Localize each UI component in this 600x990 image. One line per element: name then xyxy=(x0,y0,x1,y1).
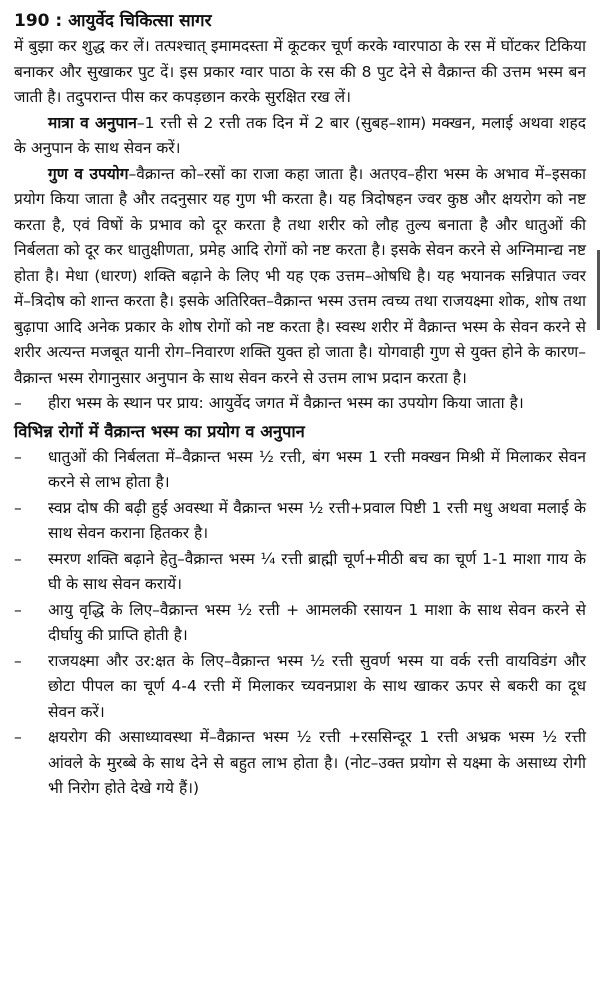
dash-marker: – xyxy=(14,498,22,517)
intro-paragraph: में बुझा कर शुद्ध कर लें। तत्पश्चात् इमामदस्ता में कूटकर चूर्ण करके ग्वारपाठा के रस में घोंटकर टिकिया बनाकर और सुखाकर पुट दें। इस प्रकार ग्वार पाठा के रस की 8 पुट देने से वैक्रान्त की उत्तम भस्म बन जाती है। तदुपरान्त पीस कर कपड़छान करके सुरक्षित रख लें। xyxy=(14,37,586,106)
list-item xyxy=(14,725,586,802)
dose-text: –1 रत्ती से 2 रत्ती तक दिन में 2 बार (सुबह–शाम) मक्खन, मलाई अथवा शहद के अनुपान के साथ सेवन करें। xyxy=(14,113,586,157)
list-item-text: स्वप्न दोष की बढ़ी हुई अवस्था में वैक्रान्त भस्म ½ रत्ती+प्रवाल पिष्टी 1 रत्ती मधु अथवा मलाई के साथ सेवन कराना हितकर है। xyxy=(48,498,586,542)
list-item xyxy=(14,649,586,726)
list-item xyxy=(14,496,586,547)
dash-marker: – xyxy=(14,394,22,412)
note-item xyxy=(14,391,586,417)
note-text: हीरा भस्म के स्थान पर प्राय: आयुर्वेद जगत में वैक्रान्त भस्म का उपयोग किया जाता है। xyxy=(48,394,524,412)
book-title: आयुर्वेद चिकित्सा सागर xyxy=(68,11,212,31)
dose-paragraph xyxy=(14,111,586,162)
dash-marker: – xyxy=(14,600,22,619)
page-number: 190 xyxy=(14,11,50,31)
dash-marker: – xyxy=(14,447,22,466)
dose-label: मात्रा व अनुपान xyxy=(48,113,137,132)
list-item xyxy=(14,598,586,649)
list-item-text: क्षयरोग की असाध्यावस्था में–वैक्रान्त भस्म ½ रत्ती +रससिन्दूर 1 रत्ती अभ्रक भस्म ½ रत्ती आंवले के मुरब्बे के साथ देने से बहुत लाभ होता है। (नोट–उक्त प्रयोग से यक्ष्मा के असाध्य रोगी भी निरोग होते देखे गये हैं।) xyxy=(48,728,586,797)
dash-marker: – xyxy=(14,651,22,670)
dash-marker: – xyxy=(14,728,22,746)
section-heading: विभिन्न रोगों में वैक्रान्त भस्म का प्रयोग व अनुपान xyxy=(14,421,305,441)
dash-marker: – xyxy=(14,549,22,568)
properties-text: –वैक्रान्त को–रसों का राजा कहा जाता है। अतएव–हीरा भस्म के अभाव में–इसका प्रयोग किया जाता है और तदनुसार यह गुण भी करता है। यह त्रिदोषहन ज्वर कुष्ठ और क्षयरोग को नष्ट करता है, एवं विषों के प्रभाव को दूर करता है तथा शरीर को लौह तुल्य बनाता है और धातुओं की निर्बलता को दूर कर धातुक्षीणता, प्रमेह आदि रोगों को नष्ट करता है। इसके सेवन करने से अग्निमान्द्य नष्ट होता है। मेधा (धारण) शक्ति बढ़ाने के लिए भी यह एक उत्तम–ओषधि है। यह भयानक सन्निपात ज्वर में–त्रिदोष को शान्त करता है। इसके अतिरिक्त–वैक्रान्त भस्म उत्तम त्वच्य तथा राजयक्ष्मा शोक, शोष तथा बुढ़ापा आदि अनेक प्रकार के शोष रोगों को नष्ट करता है। स्वस्थ शरीर में वैक्रान्त भस्म के सेवन करने से शरीर अत्यन्त मजबूत यानी रोग–निवारण शक्ति युक्त हो जाता है। योगवाही गुण से युक्त होने के कारण–वैक्रान्त भस्म रोगानुसार अनुपान के साथ सेवन करने से उत्तम लाभ प्रदान करता है। xyxy=(14,164,586,387)
properties-paragraph xyxy=(14,162,586,392)
list-item-text: स्मरण शक्ति बढ़ाने हेतु–वैक्रान्त भस्म ¼ रत्ती ब्राह्मी चूर्ण+मीठी बच का चूर्ण 1-1 माशा गाय के घी के साथ सेवन करायें। xyxy=(48,549,586,593)
list-item xyxy=(14,547,586,598)
list-item-text: आयु वृद्धि के लिए–वैक्रान्त भस्म ½ रत्ती + आमलकी रसायन 1 माशा के साथ सेवन करने से दीर्घायु की प्राप्ति होती है। xyxy=(48,600,586,644)
list-item-text: धातुओं की निर्बलता में–वैक्रान्त भस्म ½ रत्ती, बंग भस्म 1 रत्ती मक्खन मिश्री में मिलाकर सेवन करने से लाभ होता है। xyxy=(48,447,586,491)
page-header xyxy=(14,8,586,34)
header-separator: : xyxy=(49,11,69,31)
list-item-text: राजयक्ष्मा और उर:क्षत के लिए–वैक्रान्त भस्म ½ रत्ती सुवर्ण भस्म या वर्क रत्ती वायविडंग और छोटा पीपल का चूर्ण 4-4 रत्ती में मिलाकर च्यवनप्राश के साथ खाकर ऊपर से बकरी का दूध सेवन करें। xyxy=(48,651,586,721)
properties-label: गुण व उपयोग xyxy=(48,164,129,183)
list-item xyxy=(14,445,586,496)
